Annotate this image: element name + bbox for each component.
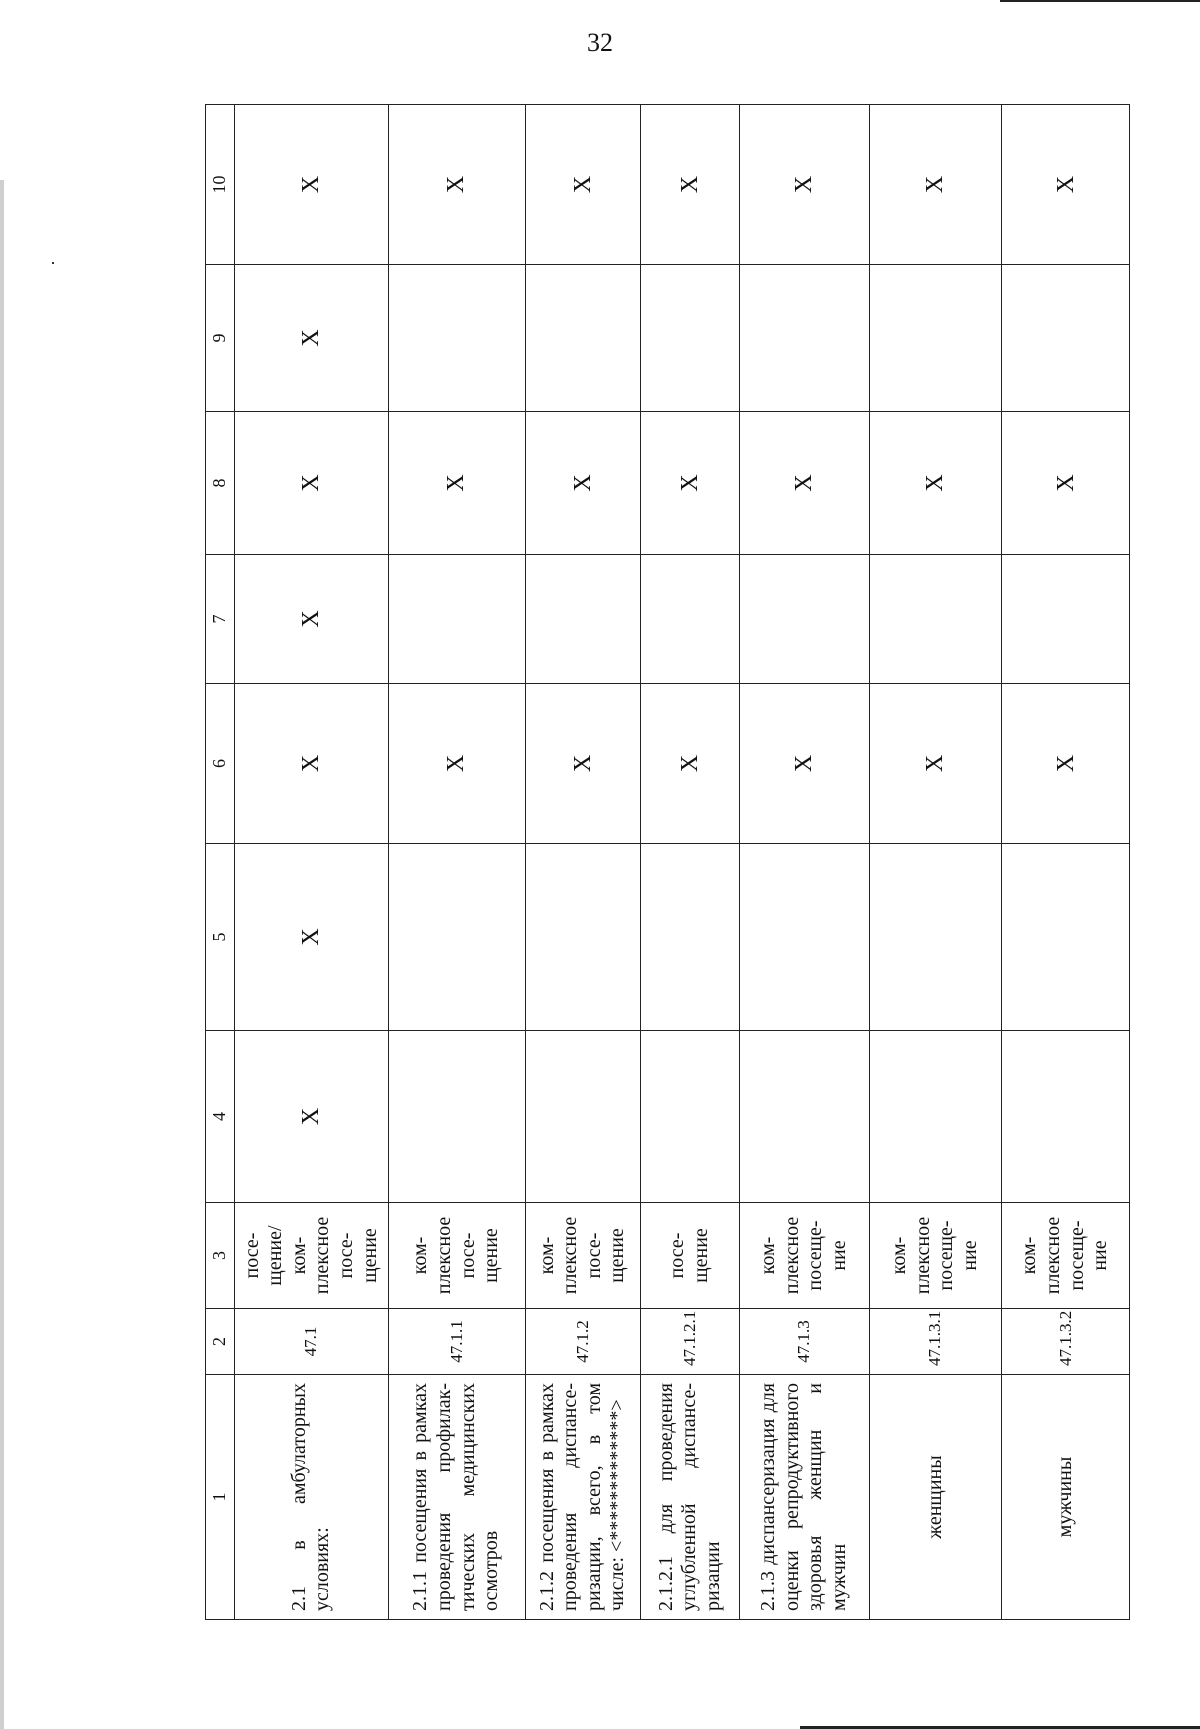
cell-col-8: X xyxy=(388,412,525,555)
cell-col-4 xyxy=(869,1031,1002,1203)
table-row xyxy=(1002,105,1130,1620)
column-number: 5 xyxy=(206,844,235,1031)
row-label: женщины xyxy=(869,1375,1002,1620)
cell-col-9 xyxy=(739,265,869,412)
cell-col-5 xyxy=(1002,844,1130,1031)
column-number: 3 xyxy=(206,1203,235,1309)
cell-col-8: X xyxy=(235,412,389,555)
cell-col-5 xyxy=(739,844,869,1031)
cell-col-7 xyxy=(388,555,525,684)
cell-col-10: X xyxy=(1002,105,1130,265)
cell-col-10: X xyxy=(640,105,739,265)
cell-col-5 xyxy=(525,844,640,1031)
page-number: 32 xyxy=(587,28,613,57)
column-number: 1 xyxy=(206,1375,235,1620)
row-unit xyxy=(525,1203,640,1309)
row-code: 47.1.1 xyxy=(388,1309,525,1375)
table-rotated-frame xyxy=(205,105,1130,1620)
cell-col-8: X xyxy=(1002,412,1130,555)
table-row xyxy=(640,105,739,1620)
cell-col-7 xyxy=(640,555,739,684)
cell-col-9 xyxy=(640,265,739,412)
row-unit xyxy=(640,1203,739,1309)
unit-text: ком- плексное посеще- ние xyxy=(1018,1216,1112,1295)
scan-speck xyxy=(52,262,54,264)
row-unit xyxy=(1002,1203,1130,1309)
row-unit xyxy=(869,1203,1002,1309)
column-number: 2 xyxy=(206,1309,235,1375)
scan-margin-shadow xyxy=(0,180,4,1729)
row-unit xyxy=(739,1203,869,1309)
row-code: 47.1.2 xyxy=(525,1309,640,1375)
row-code: 47.1.3.1 xyxy=(869,1309,1002,1375)
column-number: 4 xyxy=(206,1031,235,1203)
unit-text: ком- плексное посеще- ние xyxy=(757,1216,850,1295)
row-unit xyxy=(388,1203,525,1309)
scan-edge-top xyxy=(1000,0,1200,2)
cell-col-8: X xyxy=(739,412,869,555)
row-code: 47.1.3.2 xyxy=(1002,1309,1130,1375)
cell-col-7 xyxy=(1002,555,1130,684)
table-row xyxy=(388,105,525,1620)
cell-col-10: X xyxy=(525,105,640,265)
table-row xyxy=(235,105,389,1620)
cell-col-5 xyxy=(388,844,525,1031)
row-label: мужчины xyxy=(1002,1375,1130,1620)
cell-col-6: X xyxy=(640,684,739,844)
row-label: 2.1.2 посещения в рамках проведения диспансе-ризации, всего, в том числе: <*************> xyxy=(525,1375,640,1620)
cell-col-4 xyxy=(1002,1031,1130,1203)
unit-text: посе- щение/ ком- плексное посе- щение xyxy=(240,1216,381,1295)
table-row xyxy=(525,105,640,1620)
cell-col-7 xyxy=(525,555,640,684)
column-number: 8 xyxy=(206,412,235,555)
unit-text: ком- плексное посе- щение xyxy=(535,1216,629,1295)
unit-text: ком- плексное посеще- ние xyxy=(888,1216,982,1295)
table-row xyxy=(739,105,869,1620)
row-label: 2.1.2.1 для проведения углубленной диспансе-ризации xyxy=(640,1375,739,1620)
cell-col-8: X xyxy=(525,412,640,555)
cell-col-4 xyxy=(640,1031,739,1203)
unit-text: ком- плексное посе- щение xyxy=(409,1216,503,1295)
cell-col-4 xyxy=(739,1031,869,1203)
column-number: 7 xyxy=(206,555,235,684)
column-number: 10 xyxy=(206,105,235,265)
cell-col-9 xyxy=(869,265,1002,412)
row-label: 2.1 в амбулаторных условиях: xyxy=(235,1375,389,1620)
cell-col-7: X xyxy=(235,555,389,684)
unit-text: посе- щение xyxy=(666,1228,712,1283)
cell-col-6: X xyxy=(869,684,1002,844)
cell-col-10: X xyxy=(869,105,1002,265)
cell-col-10: X xyxy=(739,105,869,265)
column-number-row xyxy=(206,105,235,1620)
cell-col-7 xyxy=(869,555,1002,684)
cell-col-6: X xyxy=(739,684,869,844)
table-row xyxy=(869,105,1002,1620)
cell-col-6: X xyxy=(1002,684,1130,844)
cell-col-4 xyxy=(525,1031,640,1203)
cell-col-8: X xyxy=(640,412,739,555)
cell-col-6: X xyxy=(525,684,640,844)
cell-col-9: X xyxy=(235,265,389,412)
cell-col-4: X xyxy=(235,1031,389,1203)
row-code: 47.1.3 xyxy=(739,1309,869,1375)
row-code: 47.1 xyxy=(235,1309,389,1375)
cell-col-10: X xyxy=(235,105,389,265)
cell-col-6: X xyxy=(235,684,389,844)
row-code: 47.1.2.1 xyxy=(640,1309,739,1375)
cell-col-7 xyxy=(739,555,869,684)
cell-col-9 xyxy=(388,265,525,412)
cell-col-5 xyxy=(640,844,739,1031)
cell-col-4 xyxy=(388,1031,525,1203)
cell-col-9 xyxy=(525,265,640,412)
cell-col-6: X xyxy=(388,684,525,844)
column-number: 6 xyxy=(206,684,235,844)
cell-col-5: X xyxy=(235,844,389,1031)
row-unit xyxy=(235,1203,389,1309)
column-number: 9 xyxy=(206,265,235,412)
row-label: 2.1.1 посещения в рамках проведения профилак-тических медицинских осмотров xyxy=(388,1375,525,1620)
cell-col-8: X xyxy=(869,412,1002,555)
cell-col-9 xyxy=(1002,265,1130,412)
services-table xyxy=(205,104,1130,1620)
row-label: 2.1.3 диспансеризация для оценки репродуктивного здоровья женщин и мужчин xyxy=(739,1375,869,1620)
cell-col-10: X xyxy=(388,105,525,265)
cell-col-5 xyxy=(869,844,1002,1031)
